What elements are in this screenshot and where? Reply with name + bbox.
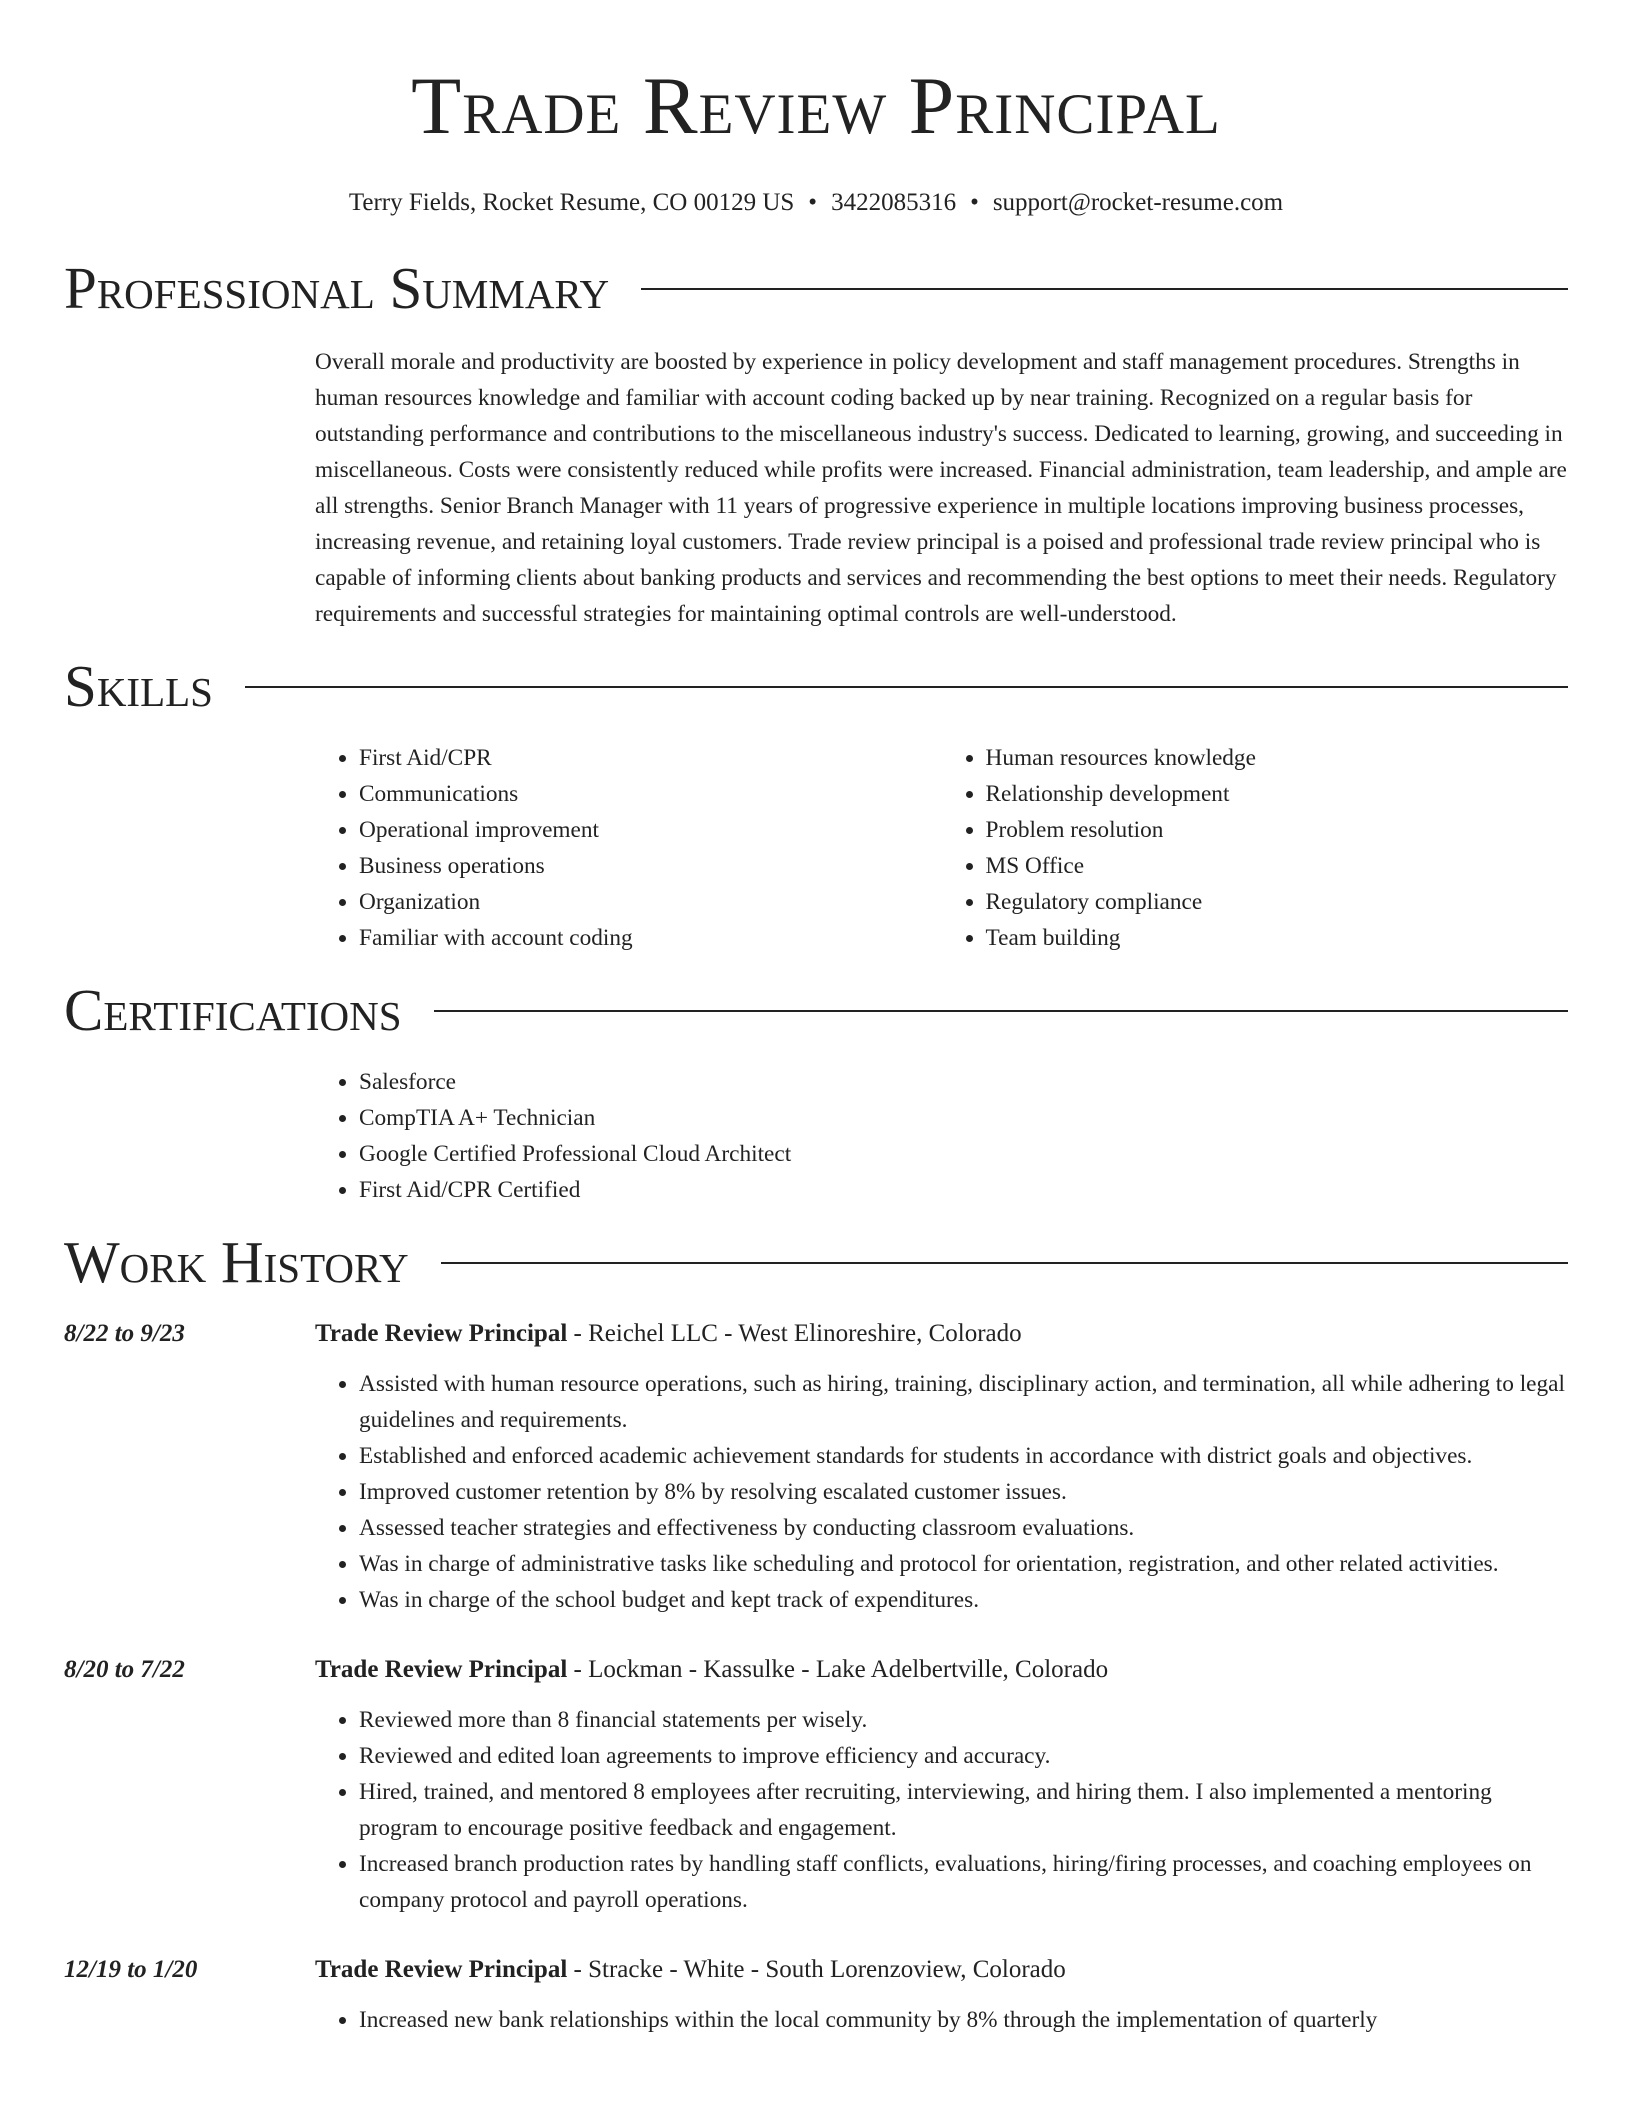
skill-item: • Business operations <box>359 848 942 884</box>
job-bullet: • Improved customer retention by 8% by resolving escalated customer issues. <box>359 1474 1568 1510</box>
job-dates: 8/20 to 7/22 <box>64 1656 185 1683</box>
job-bullets <box>315 1702 1568 1918</box>
section-header-skills <box>64 648 1568 724</box>
job-bullet: • Increased branch production rates by handling staff conflicts, evaluations, hiring/firing processes, and coaching employees on company protocol and payroll operations. <box>359 1846 1568 1918</box>
job-heading <box>315 1652 1108 1688</box>
certification-item: • CompTIA A+ Technician <box>359 1100 1568 1136</box>
job-entry <box>64 1316 1568 1618</box>
job-bullet: • Increased new bank relationships within the local community by 8% through the implementation of quarterly <box>359 2002 1568 2038</box>
skills-list <box>315 740 1568 956</box>
job-entry <box>64 1952 1568 2038</box>
skill-item: • Familiar with account coding <box>359 920 942 956</box>
job-bullet: • Assessed teacher strategies and effectiveness by conducting classroom evaluations. <box>359 1510 1568 1546</box>
job-bullets <box>315 1366 1568 1618</box>
skill-item: • First Aid/CPR <box>359 740 942 776</box>
certification-item: • Google Certified Professional Cloud Architect <box>359 1136 1568 1172</box>
skill-item: • Regulatory compliance <box>986 884 1569 920</box>
section-header-work-history <box>64 1224 1568 1300</box>
section-title-summary: Professional Summary <box>64 255 610 321</box>
certification-item: • Salesforce <box>359 1064 1568 1100</box>
job-header <box>64 1952 1568 1988</box>
section-title-skills: Skills <box>64 653 213 719</box>
section-divider <box>641 288 1568 290</box>
summary-text: Overall morale and productivity are boosted by experience in policy development and staff management procedures. Strengths in human resources knowledge and familiar with account coding backed up by near training. Recognized on a regular basis for outstanding performance and contributions to the miscellaneous industry's success. Dedicated to learning, growing, and succeeding in miscellaneous. Costs were consistently reduced while profits were increased. Financial administration, team leadership, and ample are all strengths. Senior Branch Manager with 11 years of progressive experience in multiple locations improving business processes, increasing revenue, and retaining loyal customers. Trade review principal is a poised and professional trade review principal who is capable of informing clients about banking products and services and recommending the best options to meet their needs. Regulatory requirements and successful strategies for maintaining optimal controls are well-understood. <box>315 349 1567 627</box>
skill-item: • Team building <box>986 920 1569 956</box>
section-title-work-history: Work History <box>64 1229 409 1295</box>
job-header <box>64 1652 1568 1688</box>
job-header <box>64 1316 1568 1352</box>
certifications-list <box>315 1064 1568 1208</box>
skill-item: • Communications <box>359 776 942 812</box>
section-header-summary <box>64 250 1568 326</box>
job-bullet: • Was in charge of administrative tasks like scheduling and protocol for orientation, registration, and other related activities. <box>359 1546 1568 1582</box>
skills-column-left <box>315 740 942 956</box>
skill-item: • Problem resolution <box>986 812 1569 848</box>
job-company: - Stracke - White - South Lorenzoview, Colorado <box>567 1956 1066 1983</box>
skill-item: • Relationship development <box>986 776 1569 812</box>
job-dates: 12/19 to 1/20 <box>64 1956 198 1983</box>
certifications-bullets <box>315 1064 1568 1208</box>
contact-separator: • <box>970 189 979 216</box>
job-bullet: • Reviewed more than 8 financial statements per wisely. <box>359 1702 1568 1738</box>
resume-page <box>64 0 1568 2038</box>
job-title: Trade Review Principal <box>315 1320 568 1347</box>
contact-address: Terry Fields, Rocket Resume, CO 00129 US <box>348 189 795 216</box>
job-title: Trade Review Principal <box>315 1656 568 1683</box>
job-company: - Reichel LLC - West Elinoreshire, Colorado <box>567 1320 1022 1347</box>
contact-line <box>64 188 1568 218</box>
job-heading <box>315 1952 1066 1988</box>
skills-column-right <box>942 740 1569 956</box>
section-title-certifications: Certifications <box>64 977 402 1043</box>
section-header-certifications <box>64 972 1568 1048</box>
section-divider <box>245 686 1568 688</box>
job-heading <box>315 1316 1022 1352</box>
resume-title: Trade Review Principal <box>411 60 1221 151</box>
job-entry <box>64 1652 1568 1918</box>
contact-email: support@rocket-resume.com <box>992 189 1284 216</box>
section-divider <box>434 1010 1568 1012</box>
job-bullet: • Hired, trained, and mentored 8 employees after recruiting, interviewing, and hiring them. I also implemented a mentoring program to encourage positive feedback and engagement. <box>359 1774 1568 1846</box>
section-divider <box>441 1262 1568 1264</box>
certification-item: • First Aid/CPR Certified <box>359 1172 1568 1208</box>
skill-item: • MS Office <box>986 848 1569 884</box>
job-bullet: • Was in charge of the school budget and kept track of expenditures. <box>359 1582 1568 1618</box>
job-company: - Lockman - Kassulke - Lake Adelbertville, Colorado <box>567 1656 1109 1683</box>
job-bullet: • Assisted with human resource operations, such as hiring, training, disciplinary action, and termination, all while adhering to legal guidelines and requirements. <box>359 1366 1568 1438</box>
job-bullet: • Reviewed and edited loan agreements to improve efficiency and accuracy. <box>359 1738 1568 1774</box>
contact-separator: • <box>808 189 818 216</box>
contact-phone: 3422085316 <box>831 189 957 216</box>
skill-item: • Operational improvement <box>359 812 942 848</box>
job-title: Trade Review Principal <box>315 1956 568 1983</box>
skill-item: • Organization <box>359 884 942 920</box>
skill-item: • Human resources knowledge <box>986 740 1569 776</box>
job-dates: 8/22 to 9/23 <box>64 1320 185 1347</box>
job-bullets <box>315 2002 1568 2038</box>
job-bullet: • Established and enforced academic achievement standards for students in accordance with district goals and objectives. <box>359 1438 1568 1474</box>
